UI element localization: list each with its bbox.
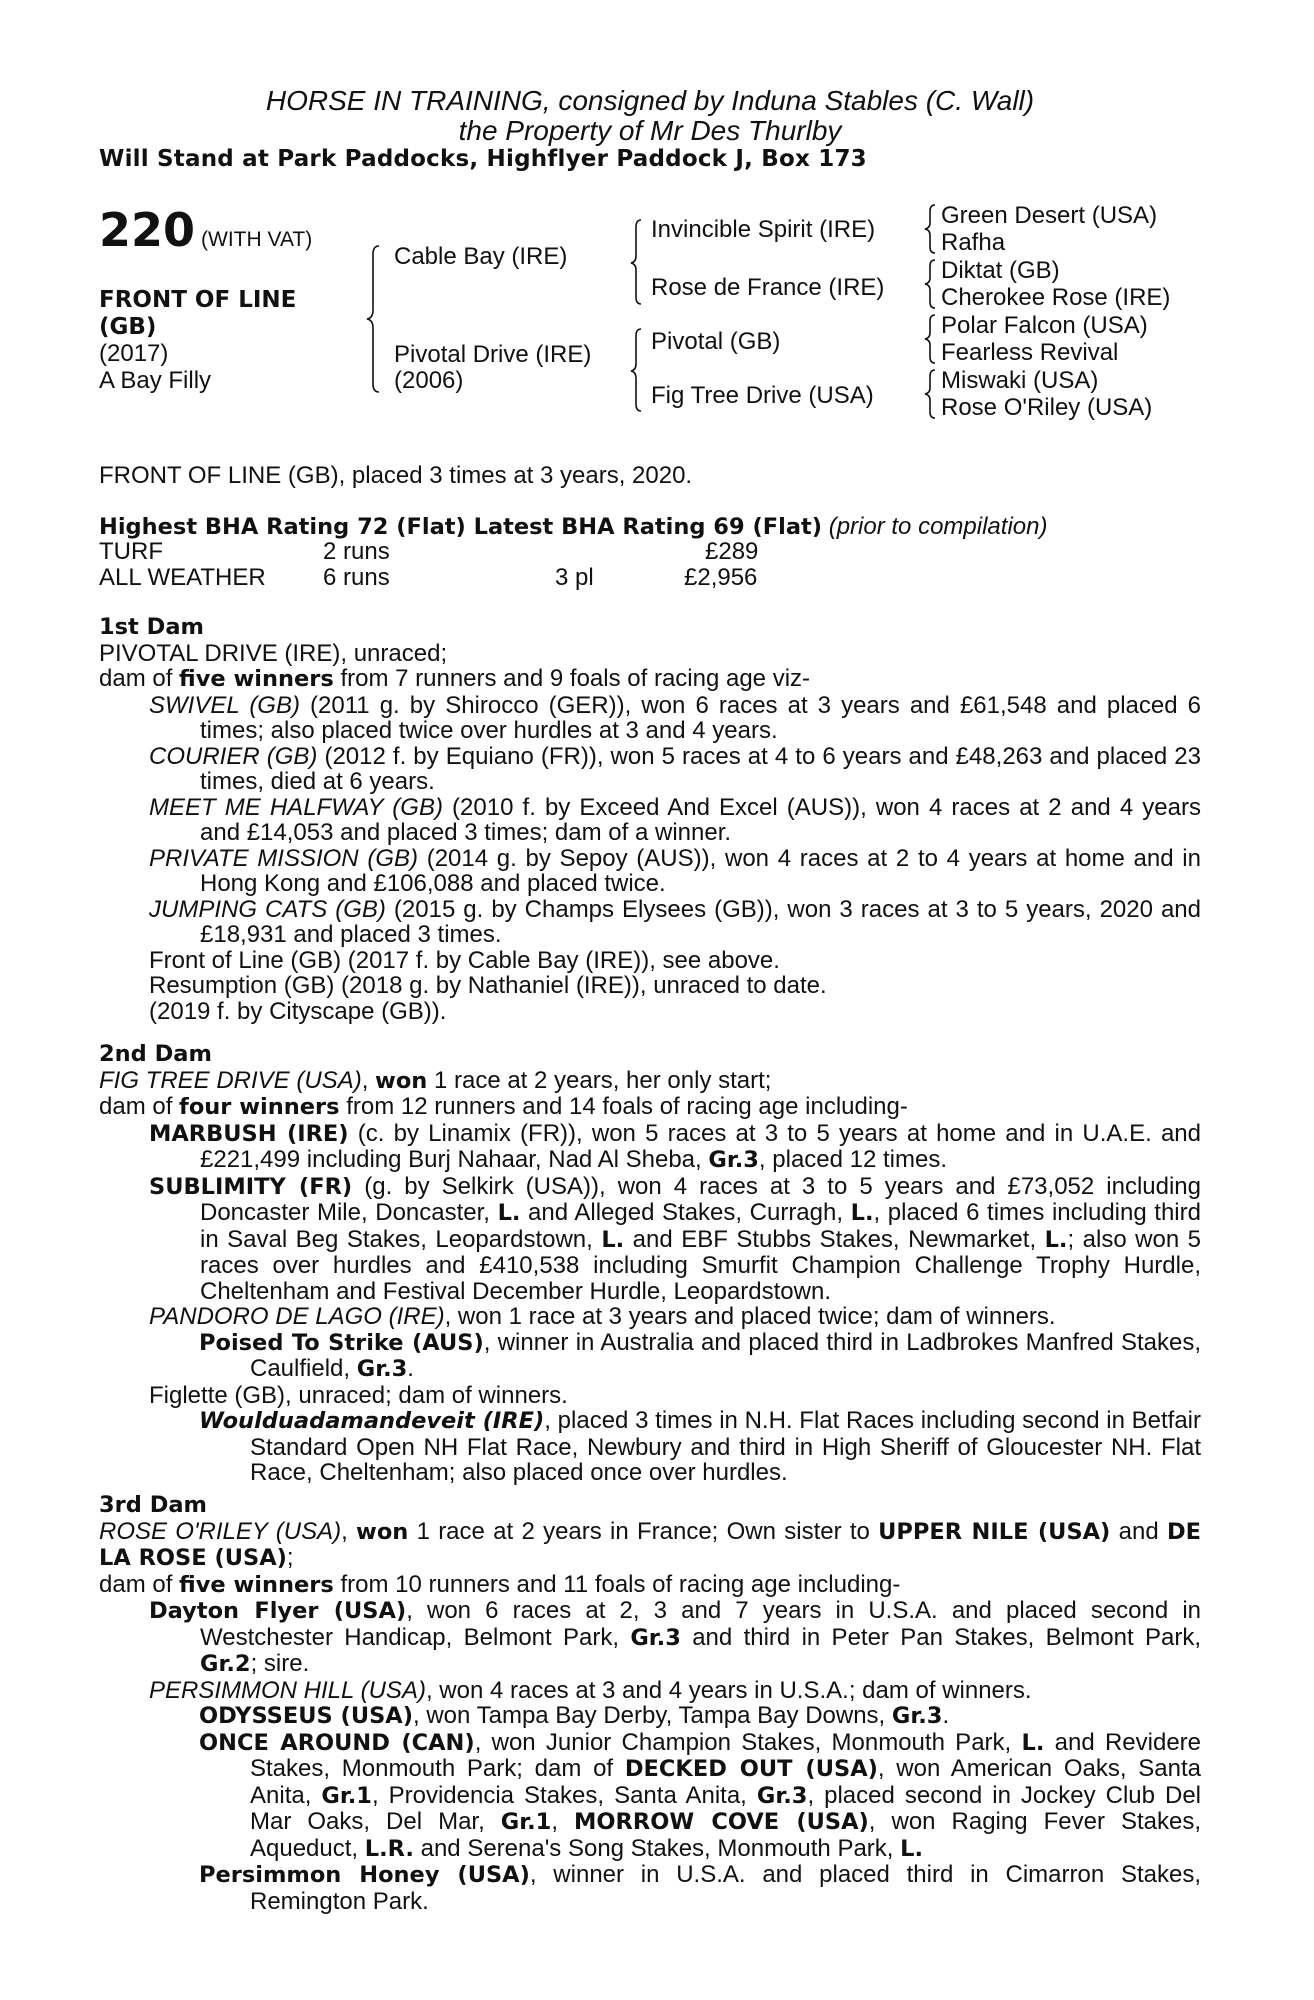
horse-year: (2017) bbox=[99, 340, 169, 367]
pedigree-dam: Pivotal Drive (IRE) bbox=[394, 341, 592, 368]
stat-earnings: £289 bbox=[705, 538, 759, 565]
offspring-entry: Dayton Flyer (USA), won 6 races at 2, 3 and 7 years in U.S.A. and placed second in Westchester Handicap, Belmont Park, Gr.3 and third in Peter Pan Stakes, Belmont Park, Gr.2; sire. bbox=[149, 1597, 1202, 1677]
first-dam-heading: 1st Dam bbox=[99, 614, 204, 640]
pedigree-g8: Rose O'Riley (USA) bbox=[941, 394, 1153, 421]
vat-note: (WITH VAT) bbox=[201, 228, 313, 251]
stat-runs: 2 runs bbox=[323, 538, 390, 565]
pedigree-sire-dam: Rose de France (IRE) bbox=[651, 274, 885, 301]
pedigree-g6: Fearless Revival bbox=[941, 339, 1119, 366]
offspring-entry: JUMPING CATS (GB) (2015 g. by Champs Elysees (GB)), won 3 races at 3 to 5 years, 2020 and £18,931 and placed 3 times. bbox=[149, 895, 1202, 948]
grand-offspring-entry: Woulduadamandeveit (IRE), placed 3 times in N.H. Flat Races including second in Betfair Standard Open NH Flat Race, Newbury and third in High Sheriff of Gloucester NH. Flat Race, Cheltenham; also placed once over hurdles. bbox=[199, 1407, 1202, 1486]
stats-row bbox=[99, 565, 1201, 591]
third-dam-produce-line: dam of five winners from 10 runners and 11 foals of racing age including- bbox=[99, 1570, 901, 1598]
pedigree-g5: Polar Falcon (USA) bbox=[941, 312, 1148, 339]
pedigree-g7: Miswaki (USA) bbox=[941, 367, 1099, 394]
g4-brace bbox=[923, 368, 939, 420]
stat-runs: 6 runs bbox=[323, 563, 390, 591]
offspring-entry: PRIVATE MISSION (GB) (2014 g. by Sepoy (AUS)), won 4 races at 2 to 4 years at home and in Hong Kong and £106,088 and placed twice. bbox=[149, 844, 1201, 897]
rating-line bbox=[99, 514, 1201, 541]
offspring-entry: Figlette (GB), unraced; dam of winners. bbox=[149, 1381, 568, 1409]
pedigree-g4: Cherokee Rose (IRE) bbox=[941, 284, 1171, 311]
third-dam-section bbox=[99, 1493, 1201, 1914]
offspring-entry: MEET ME HALFWAY (GB) (2010 f. by Exceed And Excel (AUS)), won 4 races at 2 and 4 years and £14,053 and placed 3 times; dam of a winner. bbox=[149, 793, 1201, 846]
first-dam-line: PIVOTAL DRIVE (IRE), unraced; bbox=[99, 639, 448, 667]
pedigree-g3: Diktat (GB) bbox=[941, 257, 1060, 284]
grand-offspring-entry: ONCE AROUND (CAN), won Junior Champion Stakes, Monmouth Park, L. and Revidere Stakes, Monmouth Park; dam of DECKED OUT (USA), won American Oaks, Santa Anita, Gr.1, Providencia Stakes, Santa Anita, Gr.3, placed second in Jockey Club Del Mar Oaks, Del Mar, Gr.1, MORROW COVE (USA), won Raging Fever Stakes, Aqueduct, L.R. and Serena's Song Stakes, Monmouth Park, L. bbox=[199, 1728, 1202, 1862]
offspring-entry: Front of Line (GB) (2017 f. by Cable Bay (IRE)), see above. bbox=[149, 946, 780, 974]
pedigree-g1: Green Desert (USA) bbox=[941, 202, 1158, 229]
g3-brace bbox=[923, 313, 939, 365]
pedigree-sire: Cable Bay (IRE) bbox=[394, 243, 568, 270]
third-dam-line: ROSE O'RILEY (USA), won 1 race at 2 years in France; Own sister to UPPER NILE (USA) and DE LA ROSE (USA); bbox=[99, 1517, 1201, 1571]
lot-number: 220 bbox=[99, 203, 196, 257]
second-dam-produce-line: dam of four winners from 12 runners and 14 foals of racing age including- bbox=[99, 1093, 908, 1120]
pedigree-dam-year: (2006) bbox=[394, 367, 464, 394]
offspring-entry: MARBUSH (IRE) (c. by Linamix (FR)), won 5 races at 3 to 5 years at home and in U.A.E. and £221,499 including Burj Nahaar, Nad Al Sheba, Gr.3, placed 12 times. bbox=[149, 1119, 1201, 1173]
sire-line-brace bbox=[629, 218, 645, 306]
horse-description: A Bay Filly bbox=[99, 367, 212, 394]
stat-earnings: £2,956 bbox=[684, 563, 758, 591]
stand-location: Will Stand at Park Paddocks, Highflyer Paddock J, Box 173 bbox=[99, 146, 867, 172]
offspring-entry: SUBLIMITY (FR) (g. by Selkirk (USA)), won 4 races at 3 to 5 years and £73,052 including Doncaster Mile, Doncaster, L. and Alleged Stakes, Curragh, L., placed 6 times including third in Saval Beg Stakes, Leopardstown, L. and EBF Stubbs Stakes, Newmarket, L.; also won 5 races over hurdles and £410,538 including Smurfit Champion Challenge Trophy Hurdle, Cheltenham and Festival December Hurdle, Leopardstown. bbox=[149, 1172, 1201, 1305]
rating-note: (prior to compilation) bbox=[828, 513, 1048, 540]
first-dam-section bbox=[99, 615, 1201, 1024]
lot-header-subtitle: the Property of Mr Des Thurlby bbox=[458, 115, 842, 146]
stat-places: 3 pl bbox=[555, 563, 594, 591]
pedigree-sire-sire: Invincible Spirit (IRE) bbox=[651, 216, 876, 243]
pedigree-dam-dam: Fig Tree Drive (USA) bbox=[651, 382, 874, 409]
stats-table bbox=[99, 539, 1201, 590]
second-dam-section bbox=[99, 1042, 1201, 1486]
bha-rating: Highest BHA Rating 72 (Flat) Latest BHA Rating 69 (Flat) bbox=[99, 514, 823, 540]
second-dam-heading: 2nd Dam bbox=[99, 1041, 212, 1067]
grand-offspring-entry: Poised To Strike (AUS), winner in Australia and placed third in Ladbrokes Manfred Stakes, Caulfield, Gr.3. bbox=[199, 1328, 1201, 1382]
g2-brace bbox=[923, 258, 939, 310]
lot-number-block bbox=[99, 205, 312, 255]
offspring-entry: PERSIMMON HILL (USA), won 4 races at 3 and 4 years in U.S.A.; dam of winners. bbox=[149, 1676, 1032, 1704]
race-summary: FRONT OF LINE (GB), placed 3 times at 3 years, 2020. bbox=[99, 462, 693, 489]
offspring-entry: PANDORO DE LAGO (IRE), won 1 race at 3 years and placed twice; dam of winners. bbox=[149, 1303, 1056, 1330]
offspring-entry: SWIVEL (GB) (2011 g. by Shirocco (GER)), won 6 races at 3 years and £61,548 and placed 6 times; also placed twice over hurdles at 3 and 4 years. bbox=[149, 691, 1201, 744]
stats-row bbox=[99, 539, 1201, 565]
g1-brace bbox=[923, 203, 939, 255]
sire-dam-brace bbox=[365, 244, 385, 394]
pedigree-g2: Rafha bbox=[941, 229, 1006, 256]
offspring-entry: Resumption (GB) (2018 g. by Nathaniel (IRE)), unraced to date. bbox=[149, 972, 827, 999]
dam-line-brace bbox=[629, 327, 645, 413]
third-dam-heading: 3rd Dam bbox=[99, 1492, 207, 1518]
offspring-entry: COURIER (GB) (2012 f. by Equiano (FR)), won 5 races at 4 to 6 years and £48,263 and placed 23 times, died at 6 years. bbox=[149, 742, 1202, 795]
pedigree-dam-sire: Pivotal (GB) bbox=[651, 328, 781, 355]
stat-surface: TURF bbox=[99, 538, 163, 565]
second-dam-line: FIG TREE DRIVE (USA), won 1 race at 2 years, her only start; bbox=[99, 1066, 772, 1094]
grand-offspring-entry: ODYSSEUS (USA), won Tampa Bay Derby, Tampa Bay Downs, Gr.3. bbox=[199, 1702, 950, 1729]
offspring-entry: (2019 f. by Cityscape (GB)). bbox=[149, 997, 447, 1025]
horse-name: FRONT OF LINE (GB) bbox=[99, 287, 297, 340]
grand-offspring-entry: Persimmon Honey (USA), winner in U.S.A. and placed third in Cimarron Stakes, Remington Park. bbox=[199, 1861, 1202, 1915]
stat-surface: ALL WEATHER bbox=[99, 563, 266, 591]
first-dam-produce-line: dam of five winners from 7 runners and 9 foals of racing age viz- bbox=[99, 665, 811, 692]
lot-header-title: HORSE IN TRAINING, consigned by Induna Stables (C. Wall) bbox=[265, 85, 1035, 116]
